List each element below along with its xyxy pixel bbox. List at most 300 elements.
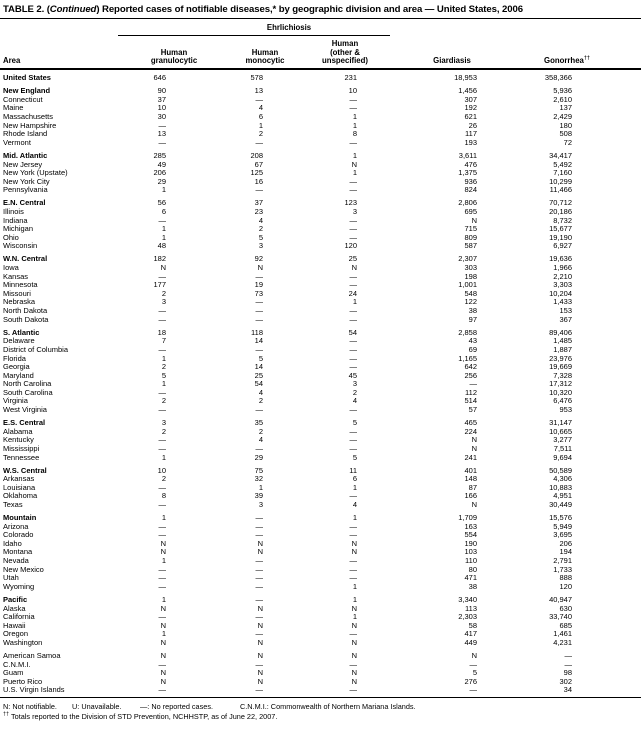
cell-value: 1: [352, 112, 358, 122]
cell-value: 33,740: [549, 612, 573, 622]
cell-value: —: [255, 521, 263, 531]
col-header-spacer: [620, 35, 641, 69]
cell-value: 554: [464, 530, 478, 540]
table-title-prefix: TABLE 2. (: [3, 4, 50, 15]
cell-value: 25: [348, 254, 358, 264]
spacer-cell: [620, 337, 641, 346]
cell-value: —: [349, 94, 358, 104]
cell-value: 18: [157, 327, 166, 337]
cell-value: 2: [161, 288, 166, 298]
spacer-cell: [620, 613, 641, 622]
cell-value: 1,733: [553, 564, 573, 574]
cell-value: —: [255, 297, 263, 307]
cell-value: 2,307: [458, 254, 478, 264]
cell-value: 3,695: [553, 530, 573, 540]
cell-value: —: [349, 573, 358, 583]
table-row: [0, 661, 641, 670]
cell-value: —: [158, 500, 166, 509]
cell-value: —: [255, 306, 263, 316]
cell-value: 10: [348, 86, 358, 96]
table-row: [0, 523, 641, 532]
cell-value: 92: [254, 254, 263, 264]
cell-value: 4: [258, 387, 263, 397]
cell-value: —: [564, 651, 573, 660]
cell-value: 97: [468, 314, 478, 324]
table-title-continued: Continued: [49, 4, 97, 15]
spacer-cell: [620, 436, 641, 445]
table-row: [0, 389, 641, 398]
cell-value: N: [471, 651, 478, 660]
table-row: [0, 678, 641, 687]
cell-value: 471: [464, 573, 478, 583]
spacer-cell: [620, 639, 641, 648]
row-area-label: Oklahoma: [3, 491, 38, 501]
cell-value: —: [349, 443, 358, 453]
cell-value: —: [349, 306, 358, 316]
cell-value: 56: [157, 198, 166, 208]
table-title-rest: ) Reported cases of notifiable diseases,* by geographic division and area — United States, 2006: [96, 4, 523, 15]
cell-value: —: [255, 612, 263, 622]
table-row: [0, 548, 641, 557]
cell-value: 54: [348, 327, 358, 337]
cell-value: 1,456: [458, 86, 478, 96]
row-area-label: Indiana: [3, 215, 28, 225]
cell-value: 4,951: [553, 491, 573, 501]
cell-value: 38: [468, 581, 478, 591]
col-header-giardiasis: Giardiasis: [390, 35, 514, 69]
header-line: monocytic: [245, 56, 285, 66]
cell-value: 14: [254, 362, 263, 372]
cell-value: 358,366: [544, 73, 573, 83]
table-row: [0, 242, 641, 251]
cell-value: 89,406: [549, 327, 573, 337]
cell-value: 25: [254, 370, 263, 380]
cell-value: —: [255, 271, 263, 281]
cell-value: —: [255, 344, 263, 354]
table-row: [0, 307, 641, 316]
table-row: [0, 605, 641, 614]
cell-value: 5: [352, 452, 358, 462]
cell-value: 1,001: [458, 280, 478, 290]
table-row: [0, 372, 641, 381]
table-row: [0, 355, 641, 364]
cell-value: 206: [559, 538, 573, 548]
cell-value: 2: [352, 387, 358, 397]
cell-value: —: [469, 379, 478, 389]
cell-value: —: [158, 137, 166, 147]
cell-value: —: [158, 435, 166, 445]
row-area-label: Nebraska: [3, 297, 36, 307]
cell-value: 24: [348, 288, 358, 298]
cell-value: 4: [352, 396, 358, 406]
cell-value: —: [255, 594, 263, 604]
cell-value: 58: [468, 620, 478, 630]
spacer-cell: [620, 622, 641, 631]
cell-value: N: [160, 620, 166, 630]
footnotes: [0, 698, 641, 722]
table-row: [0, 122, 641, 131]
cell-value: 465: [464, 418, 478, 428]
row-area-label: W.S. Central: [3, 465, 47, 475]
spacer-cell: [620, 161, 641, 170]
table-row: [0, 492, 641, 501]
spacer-cell: [620, 415, 641, 428]
cell-value: 3: [352, 379, 358, 389]
cell-value: 715: [464, 224, 478, 234]
cell-value: 7,511: [553, 443, 573, 453]
cell-value: 5,492: [553, 159, 573, 169]
cell-value: —: [255, 94, 263, 104]
cell-value: —: [158, 405, 166, 415]
table-row: [0, 139, 641, 148]
table-row: [0, 208, 641, 217]
cell-value: 2: [161, 426, 166, 436]
cell-value: 166: [464, 491, 478, 501]
row-area-label: Hawaii: [3, 620, 26, 630]
cell-value: —: [158, 443, 166, 453]
row-area-label: Arizona: [3, 521, 29, 531]
cell-value: —: [255, 659, 263, 669]
table-row: [0, 613, 641, 622]
cell-value: N: [160, 263, 166, 273]
cell-value: 11: [349, 465, 358, 475]
table-row: [0, 96, 641, 105]
table-row: [0, 415, 641, 428]
table-row: [0, 195, 641, 208]
cell-value: 2: [161, 362, 166, 372]
spacer-cell: [620, 217, 641, 226]
cell-value: 163: [464, 521, 478, 531]
table-row: [0, 566, 641, 575]
cell-value: 302: [559, 676, 573, 686]
row-area-label: American Samoa: [3, 651, 61, 660]
table-row: [0, 397, 641, 406]
cell-value: N: [257, 637, 263, 647]
spacer-cell: [620, 678, 641, 687]
row-area-label: California: [3, 612, 35, 622]
column-header-row: [0, 35, 641, 69]
cell-value: 10,883: [549, 482, 573, 492]
spacer-cell: [620, 122, 641, 131]
cell-value: 38: [468, 306, 478, 316]
cell-value: —: [255, 314, 263, 324]
dagger-dagger-footnote-marker: ††: [583, 55, 590, 62]
cell-value: 34,417: [549, 150, 573, 160]
cell-value: 13: [157, 129, 166, 139]
table-row: [0, 591, 641, 604]
spacer-cell: [620, 346, 641, 355]
cell-value: —: [349, 629, 358, 639]
table-row: [0, 169, 641, 178]
cell-value: 4: [258, 215, 263, 225]
cell-value: 224: [464, 426, 478, 436]
cell-value: N: [257, 651, 263, 660]
cell-value: 8,732: [553, 215, 573, 225]
row-area-label: S. Atlantic: [3, 327, 40, 337]
row-area-label: Michigan: [3, 224, 34, 234]
table-title: [0, 0, 641, 15]
table-row: [0, 290, 641, 299]
row-area-label: Wisconsin: [3, 241, 38, 251]
table-row: [0, 324, 641, 337]
cell-value: N: [160, 603, 166, 613]
row-area-label: Maine: [3, 103, 24, 113]
cell-value: N: [351, 637, 358, 647]
cell-value: 122: [464, 297, 478, 307]
cell-value: 514: [464, 396, 478, 406]
cell-value: 148: [464, 474, 478, 484]
row-area-label: South Carolina: [3, 387, 53, 397]
cell-value: 3: [161, 418, 166, 428]
cell-value: 35: [254, 418, 263, 428]
cell-value: 32: [254, 474, 263, 484]
cell-value: N: [160, 676, 166, 686]
cell-value: N: [160, 651, 166, 660]
table-row: [0, 104, 641, 113]
spacer-cell: [620, 566, 641, 575]
cell-value: 4: [352, 500, 358, 509]
row-area-label: W.N. Central: [3, 254, 48, 264]
cell-value: —: [349, 271, 358, 281]
cell-value: —: [349, 426, 358, 436]
spacer-cell: [620, 523, 641, 532]
cell-value: —: [158, 271, 166, 281]
cell-value: 5: [258, 232, 263, 242]
table-row: [0, 147, 641, 160]
cell-value: 367: [559, 314, 573, 324]
header-line: unspecified): [322, 56, 368, 66]
cell-value: 72: [563, 137, 573, 147]
header-line: Human: [251, 47, 279, 57]
cell-value: 29: [157, 176, 166, 186]
row-area-label: New York (Upstate): [3, 168, 68, 178]
spacer-cell: [620, 574, 641, 583]
cell-value: 45: [348, 370, 358, 380]
cell-value: 198: [464, 271, 478, 281]
table-row: [0, 316, 641, 325]
row-area-label: Georgia: [3, 362, 30, 372]
col-header-gonorrhea: [514, 35, 620, 69]
cell-value: 67: [254, 159, 263, 169]
spacer-cell: [620, 225, 641, 234]
table-row: [0, 273, 641, 282]
spacer-cell: [620, 113, 641, 122]
table-row: [0, 583, 641, 592]
cell-value: 194: [559, 547, 573, 557]
spacer-cell: [620, 178, 641, 187]
cell-value: 112: [465, 387, 478, 397]
spacer-cell: [620, 83, 641, 96]
cell-value: 231: [344, 73, 358, 83]
cell-value: 15,576: [549, 513, 573, 523]
table-row: [0, 380, 641, 389]
table-row: [0, 436, 641, 445]
table-row: [0, 622, 641, 631]
row-area-label: New Jersey: [3, 159, 43, 169]
cell-value: 49: [157, 159, 166, 169]
spacer-cell: [620, 355, 641, 364]
cell-value: N: [351, 651, 358, 660]
cell-value: 1,966: [553, 263, 573, 273]
spacer-cell: [620, 195, 641, 208]
table-row: [0, 406, 641, 415]
cell-value: 6: [161, 207, 166, 216]
row-area-label: Connecticut: [3, 94, 43, 104]
cell-value: 2: [161, 474, 166, 484]
spacer-cell: [620, 591, 641, 604]
spacer-cell: [620, 406, 641, 415]
cell-value: 548: [464, 288, 478, 298]
table-row: [0, 217, 641, 226]
cell-value: —: [158, 530, 166, 540]
cell-value: 2: [161, 396, 166, 406]
cell-value: 578: [250, 73, 263, 83]
row-area-label: Nevada: [3, 556, 29, 566]
cell-value: —: [158, 564, 166, 574]
cell-value: 113: [465, 603, 478, 613]
row-area-label: Oregon: [3, 629, 29, 639]
cell-value: —: [349, 685, 358, 695]
cell-value: 3: [258, 500, 263, 509]
row-area-label: Delaware: [3, 336, 35, 346]
cell-value: 3,277: [553, 435, 573, 445]
cell-value: 5: [258, 353, 263, 363]
cell-value: 20,186: [549, 207, 573, 216]
spacer-cell: [620, 484, 641, 493]
row-area-label: North Carolina: [3, 379, 52, 389]
cell-value: 695: [464, 207, 478, 216]
cell-value: 5: [161, 370, 166, 380]
cell-value: 7,328: [553, 370, 573, 380]
col-header-human-other-unspecified: [300, 35, 390, 69]
cell-value: 23,976: [549, 353, 573, 363]
row-area-label: Minnesota: [3, 280, 38, 290]
row-area-label: Iowa: [3, 263, 19, 273]
cell-value: N: [351, 603, 358, 613]
cell-value: 3,340: [458, 594, 478, 604]
cell-value: 2,858: [458, 327, 478, 337]
row-area-label: Mississippi: [3, 443, 40, 453]
cell-value: —: [255, 581, 263, 591]
spacer-cell: [620, 648, 641, 661]
cell-value: —: [158, 120, 166, 130]
cell-value: 401: [464, 465, 478, 475]
spacer-cell: [620, 686, 641, 697]
row-area-label: E.S. Central: [3, 418, 46, 428]
cell-value: 75: [254, 465, 263, 475]
table-row: [0, 428, 641, 437]
col-header-area: Area: [0, 35, 118, 69]
cell-value: 120: [559, 581, 573, 591]
cell-value: 17,312: [549, 379, 573, 389]
cell-value: 621: [464, 112, 478, 122]
table-row: [0, 346, 641, 355]
spacer-cell: [620, 96, 641, 105]
cell-value: —: [349, 353, 358, 363]
cell-value: 8: [352, 129, 358, 139]
cell-value: —: [469, 685, 478, 695]
row-area-label: Ohio: [3, 232, 19, 242]
table-row: [0, 475, 641, 484]
cell-value: 1: [161, 629, 166, 639]
table-row: [0, 445, 641, 454]
cell-value: 1,165: [458, 353, 478, 363]
spacer-cell: [620, 605, 641, 614]
header-line: Human: [331, 38, 359, 48]
cell-value: 6: [258, 112, 263, 122]
cell-value: —: [255, 405, 263, 415]
cell-value: 120: [344, 241, 358, 251]
spanner-empty-spacer: [620, 19, 641, 36]
cell-value: 3: [352, 207, 358, 216]
cell-value: 4,231: [553, 637, 573, 647]
cell-value: 3: [258, 241, 263, 251]
cell-value: 30,449: [549, 500, 573, 509]
cell-value: 69: [468, 344, 478, 354]
footnote-legend-line: [3, 702, 639, 712]
gonorrhea-label: Gonorrhea: [544, 56, 584, 66]
table-row: [0, 531, 641, 540]
spacer-cell: [620, 462, 641, 475]
cell-value: 7,160: [553, 168, 573, 178]
cell-value: 2,303: [458, 612, 478, 622]
row-area-label: Utah: [3, 573, 19, 583]
cell-value: 646: [153, 73, 166, 83]
table-row: [0, 686, 641, 697]
cell-value: 6: [352, 474, 358, 484]
cell-value: —: [349, 224, 358, 234]
cell-value: 2,210: [553, 271, 573, 281]
cell-value: 193: [464, 137, 478, 147]
cell-value: 1: [161, 232, 166, 242]
cell-value: 256: [464, 370, 478, 380]
spacer-cell: [620, 298, 641, 307]
cell-value: 29: [254, 452, 263, 462]
cell-value: 5: [352, 418, 358, 428]
spacer-cell: [620, 324, 641, 337]
cell-value: —: [158, 685, 166, 695]
cell-value: 110: [465, 556, 478, 566]
spacer-cell: [620, 208, 641, 217]
table-body: [0, 69, 641, 697]
cell-value: 10,204: [549, 288, 573, 298]
cell-value: N: [351, 620, 358, 630]
cell-value: 37: [157, 94, 166, 104]
cell-value: 2: [258, 426, 263, 436]
spacer-cell: [620, 397, 641, 406]
table-row: [0, 540, 641, 549]
cell-value: 1,485: [553, 336, 573, 346]
cell-value: 1: [352, 168, 358, 178]
row-area-label: Mountain: [3, 513, 37, 523]
cell-value: N: [351, 668, 358, 678]
cell-value: —: [158, 215, 166, 225]
cell-value: 2: [258, 129, 263, 139]
ehrlichiosis-spanner: Ehrlichiosis: [118, 19, 390, 36]
cell-value: 449: [464, 637, 478, 647]
col-header-human-granulocytic: [118, 35, 230, 69]
spacer-cell: [620, 445, 641, 454]
row-area-label: Tennessee: [3, 452, 40, 462]
cell-value: 4: [258, 435, 263, 445]
row-area-label: District of Columbia: [3, 344, 69, 354]
cell-value: —: [349, 280, 358, 290]
cell-value: 685: [559, 620, 573, 630]
table-row: [0, 83, 641, 96]
cell-value: 14: [254, 336, 263, 346]
cell-value: 125: [250, 168, 263, 178]
row-area-label: Missouri: [3, 288, 31, 298]
